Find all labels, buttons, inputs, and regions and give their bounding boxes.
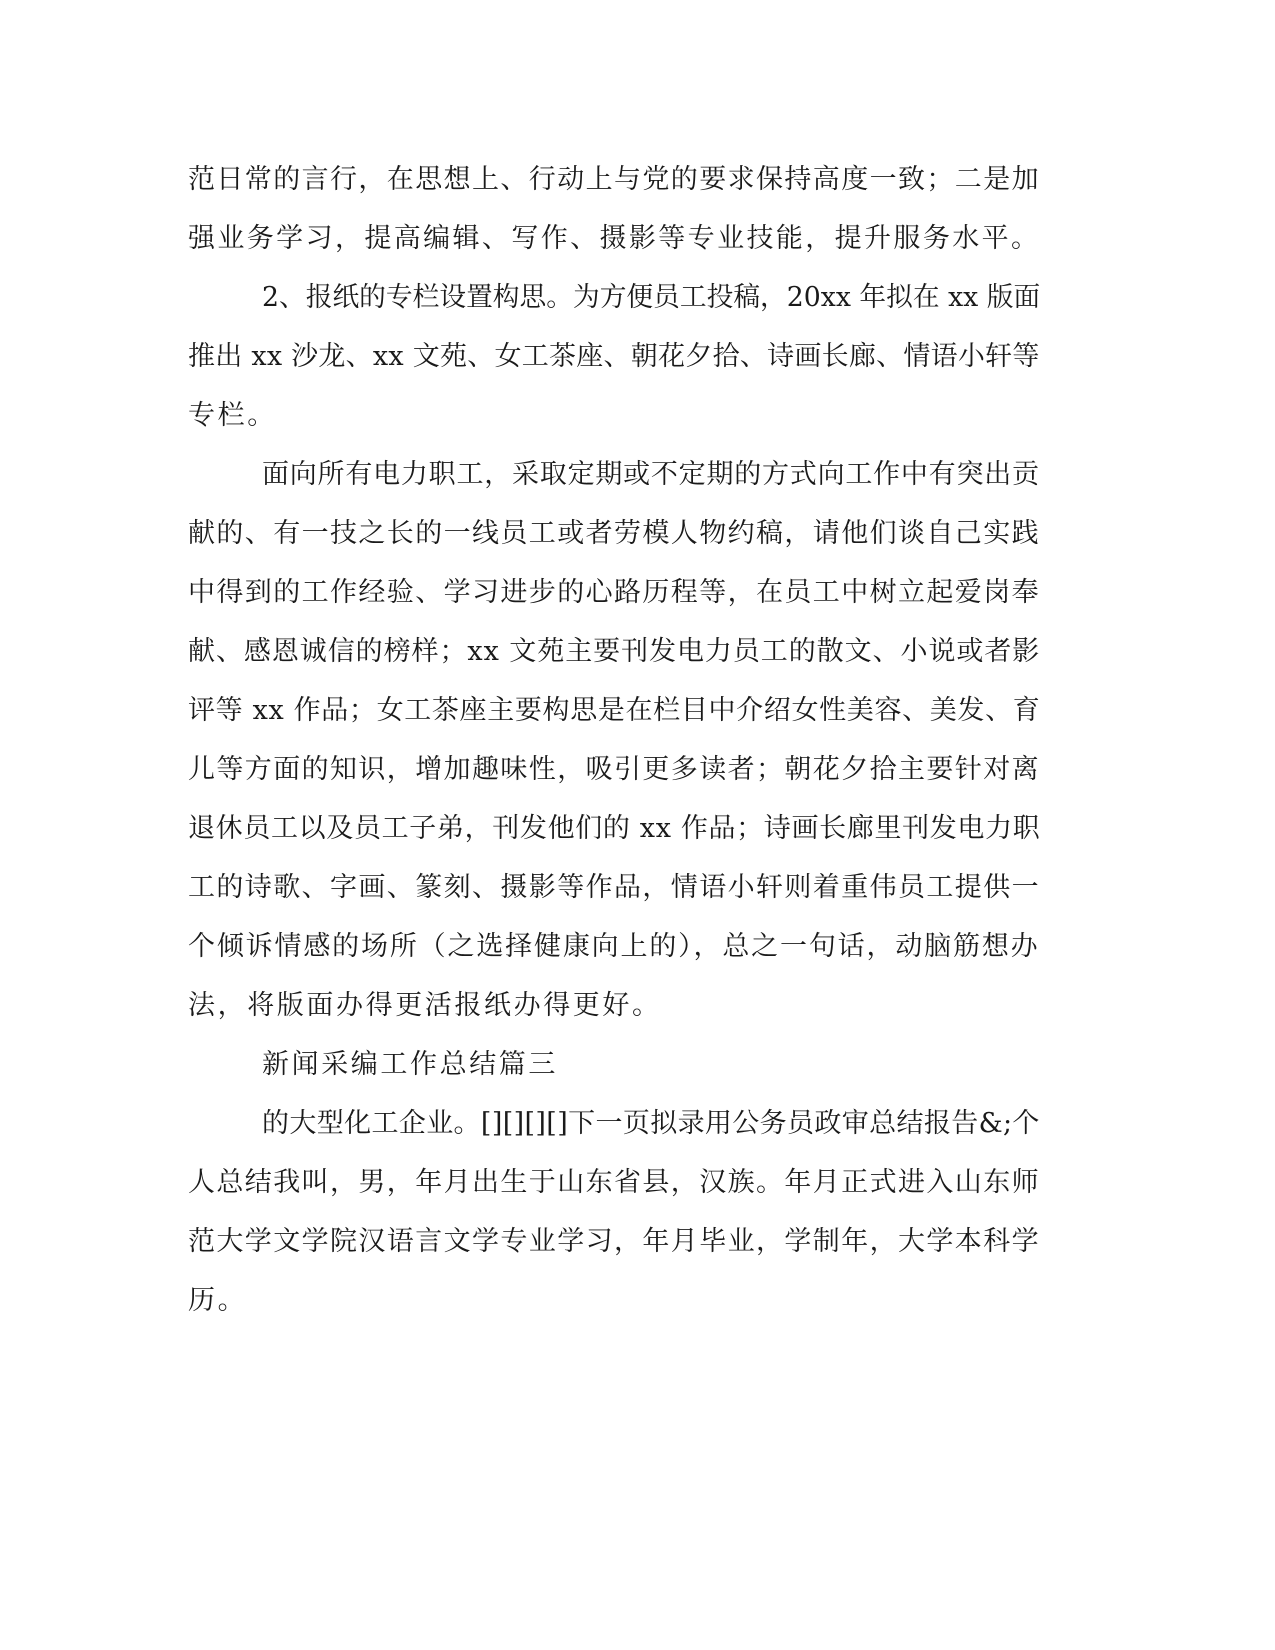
paragraph-line: 面向所有电力职工，采取定期或不定期的方式向工作中有突出贡 [262,459,1040,490]
paragraph-line: 2、报纸的专栏设置构思。为方便员工投稿，20xx 年拟在 xx 版面 [262,282,1041,313]
paragraph-line: 评等 xx 作品；女工茶座主要构思是在栏目中介绍女性美容、美发、育 [188,695,1041,726]
paragraph-line: 强业务学习，提高编辑、写作、摄影等专业技能，提升服务水平。 [188,223,1041,254]
paragraph-line: 的大型化工企业。[][][][]下一页拟录用公务员政审总结报告&;个 [262,1108,1040,1139]
paragraph-line: 献的、有一技之长的一线员工或者劳模人物约稿，请他们谈自己实践 [188,518,1040,549]
paragraph-line: 个倾诉情感的场所（之选择健康向上的），总之一句话，动脑筋想办 [188,931,1040,962]
paragraph-line: 范大学文学院汉语言文学专业学习，年月毕业，学制年，大学本科学 [188,1226,1040,1257]
paragraph-line: 儿等方面的知识，增加趣味性，吸引更多读者；朝花夕拾主要针对离 [188,754,1040,785]
paragraph-line: 人总结我叫，男，年月出生于山东省县，汉族。年月正式进入山东师 [188,1167,1040,1198]
paragraph-line: 工的诗歌、字画、篆刻、摄影等作品，情语小轩则着重伟员工提供一 [188,872,1040,903]
paragraph-line: 献、感恩诚信的榜样；xx 文苑主要刊发电力员工的散文、小说或者影 [188,636,1041,667]
paragraph-line: 历。 [188,1285,248,1316]
paragraph-line: 退休员工以及员工子弟，刊发他们的 xx 作品；诗画长廊里刊发电力职 [188,813,1041,844]
paragraph-line: 中得到的工作经验、学习进步的心路历程等，在员工中树立起爱岗奉 [188,577,1040,608]
paragraph-line: 法，将版面办得更活报纸办得更好。 [188,990,662,1021]
section-heading: 新闻采编工作总结篇三 [262,1049,558,1080]
paragraph-line: 专栏。 [188,400,277,431]
paragraph-line: 推出 xx 沙龙、xx 文苑、女工茶座、朝花夕拾、诗画长廊、情语小轩等 [188,341,1040,372]
paragraph-line: 范日常的言行，在思想上、行动上与党的要求保持高度一致；二是加 [188,164,1040,195]
